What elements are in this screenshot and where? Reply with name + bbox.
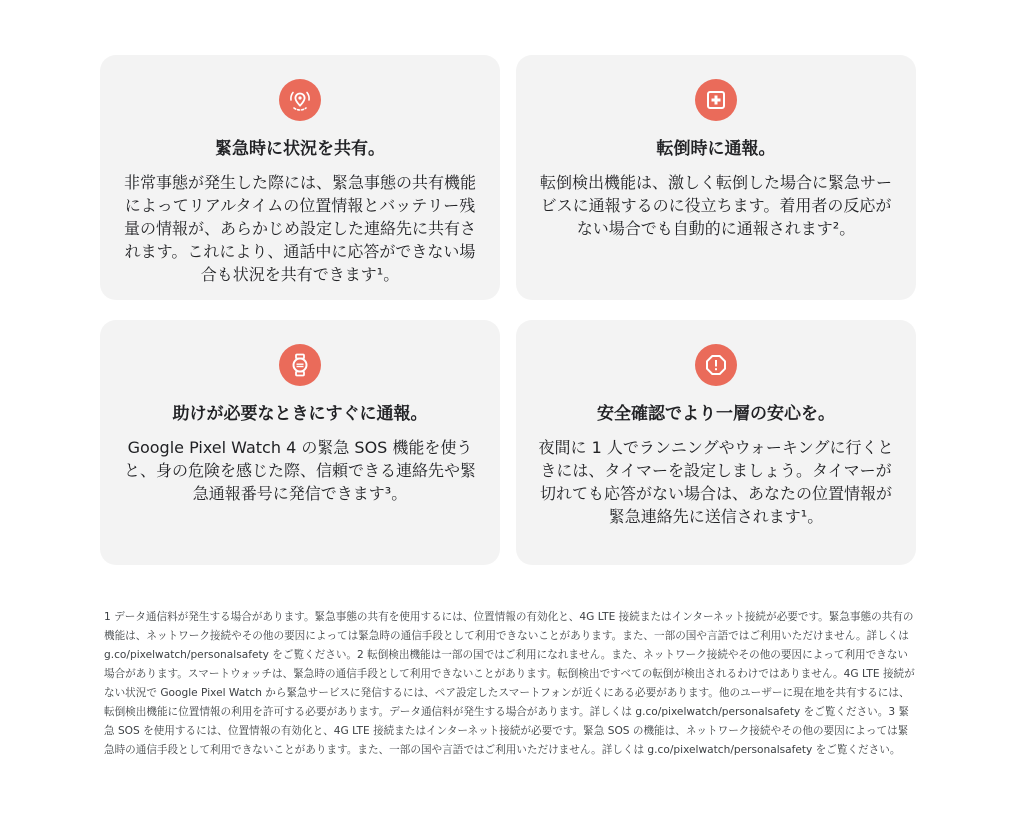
card-title: 転倒時に通報。	[656, 139, 776, 159]
feature-card-safety-check	[516, 320, 916, 565]
card-body: 非常事態が発生した際には、緊急事態の共有機能によってリアルタイムの位置情報とバッテリー残量の情報が、あらかじめ設定した連絡先に共有されます。これにより、通話中に応答ができない場合も状況を共有できます¹。	[123, 173, 476, 284]
location-share-icon	[279, 79, 321, 121]
first-aid-icon	[695, 79, 737, 121]
feature-card-emergency-sharing	[100, 55, 500, 300]
feature-grid	[100, 55, 916, 565]
footnotes: 1 データ通信料が発生する場合があります。緊急事態の共有を使用するには、位置情報の有効化と、4G LTE 接続またはインターネット接続が必要です。緊急事態の共有の機能は、ネットワーク接続やその他の要因によっては緊急時の通信手段として利用できないことがあります。また、一部の国や言語ではご利用いただけません。詳しくは g.co/pixelwatch/personalsafety をご覧ください。2 転倒検出機能は一部の国ではご利用になれません。また、ネットワーク接続やその他の要因によって利用できない場合があります。スマートウォッチは、緊急時の通信手段として利用できないことがあります。転倒検出ですべての転倒が検出されるわけではありません。4G LTE 接続がない状況で Google Pixel Watch から緊急サービスに発信するには、ペア設定したスマートフォンが近くにある必要があります。他のユーザーに現在地を共有するには、転倒検出機能に位置情報の利用を許可する必要があります。データ通信料が発生する場合があります。詳しくは g.co/pixelwatch/personalsafety をご覧ください。3 緊急 SOS を使用するには、位置情報の有効化と、4G LTE 接続またはインターネット接続が必要です。緊急 SOS の機能は、ネットワーク接続やその他の要因によっては緊急時の通信手段として利用できないことがあります。また、一部の国や言語ではご利用いただけません。詳しくは g.co/pixelwatch/personalsafety をご覧ください。	[104, 611, 915, 756]
alert-icon	[695, 344, 737, 386]
card-body: 転倒検出機能は、激しく転倒した場合に緊急サービスに通報するのに役立ちます。着用者の反応がない場合でも自動的に通報されます²。	[539, 173, 892, 238]
feature-card-emergency-sos	[100, 320, 500, 565]
card-body: Google Pixel Watch 4 の緊急 SOS 機能を使うと、身の危険を感じた際、信頼できる連絡先や緊急通報番号に発信できます³。	[123, 438, 476, 503]
watch-icon	[279, 344, 321, 386]
feature-card-fall-detection	[516, 55, 916, 300]
card-body: 夜間に 1 人でランニングやウォーキングに行くときには、タイマーを設定しましょう。タイマーが切れても応答がない場合は、あなたの位置情報が緊急連絡先に送信されます¹。	[538, 438, 894, 526]
card-title: 緊急時に状況を共有。	[215, 139, 385, 159]
card-title: 助けが必要なときにすぐに通報。	[172, 404, 428, 424]
card-title: 安全確認でより一層の安心を。	[597, 404, 835, 424]
